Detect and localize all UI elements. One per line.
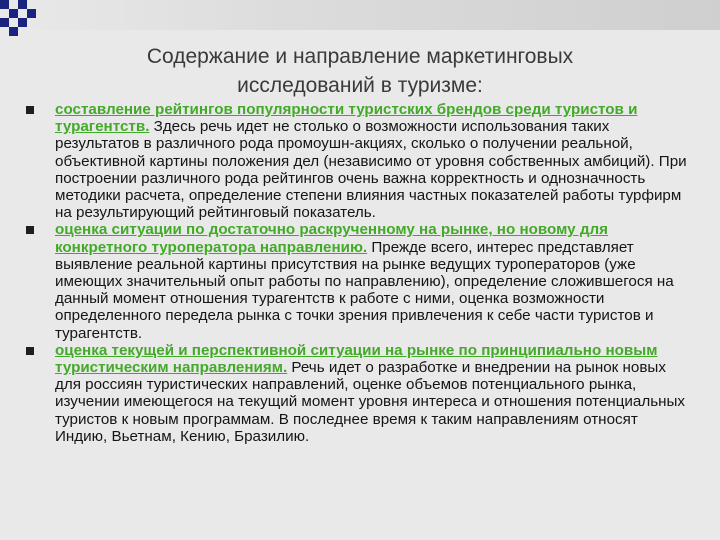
body-text: Здесь речь идет не столько о возможности использования таких результатов в различного рода промоушн-акциях, сколько о получении реальной, объективной картины положения дел (независимо от уровня собственных амбиций). При построении различного рода рейтингов очень важна корректность и однозначность методики расчета, определение степени влияния частных показателей работы турфирм на результирующий рейтинговый показатель. xyxy=(55,118,687,222)
logo xyxy=(0,0,60,36)
logo-square xyxy=(18,0,27,9)
slide-title-line-2: исследований в туризме: xyxy=(237,74,483,97)
list-item xyxy=(22,101,694,221)
highlight-link[interactable]: оценка текущей и перспективной ситуации на рынке по принципиально новым туристическим направлениям. xyxy=(55,341,658,377)
logo-square xyxy=(18,18,27,27)
list-item-text xyxy=(55,221,694,341)
list-item xyxy=(22,221,694,341)
body-text: Речь идет о разработке и внедрении на рынок новых для россиян туристических направлений, оценке объемов потенциального рынка, изучении имеющегося на текущий момент уровня интереса и отношения потенциальных туристов к новым программам. В последнее время к таким направлениям относят Индию, Вьетнам, Кению, Бразилию. xyxy=(55,359,686,445)
logo-square xyxy=(9,9,18,18)
highlight-link[interactable]: составление рейтингов популярности туристских брендов среди туристов и турагентств. xyxy=(55,101,638,136)
square-bullet-icon xyxy=(26,226,34,234)
body-text: Прежде всего, интерес представляет выявление реальной картины присутствия на рынке ведущих туроператоров (уже имеющих значительный опыт работы по направлению), определение сложившегося на данный момент отношения турагентств к работе с ними, оценка возможности определенного передела рынка с точки зрения привлечения к себе части туристов и турагентств. xyxy=(55,238,674,342)
highlight-link[interactable]: оценка ситуации по достаточно раскрученному на рынке, но новому для конкретного туроператора направлению. xyxy=(55,221,608,256)
list-item xyxy=(22,342,694,445)
logo-square xyxy=(0,0,9,9)
logo-square xyxy=(9,27,18,36)
logo-square xyxy=(27,9,36,18)
bullet-list xyxy=(22,101,694,445)
slide-title xyxy=(40,42,680,100)
slide-title-line-1: Содержание и направление маркетинговых xyxy=(146,45,574,68)
square-bullet-icon xyxy=(26,106,34,114)
header-band xyxy=(0,0,720,30)
list-item-text xyxy=(55,101,694,221)
square-bullet-icon xyxy=(26,347,34,355)
list-item-text xyxy=(55,342,694,445)
logo-square xyxy=(0,18,9,27)
